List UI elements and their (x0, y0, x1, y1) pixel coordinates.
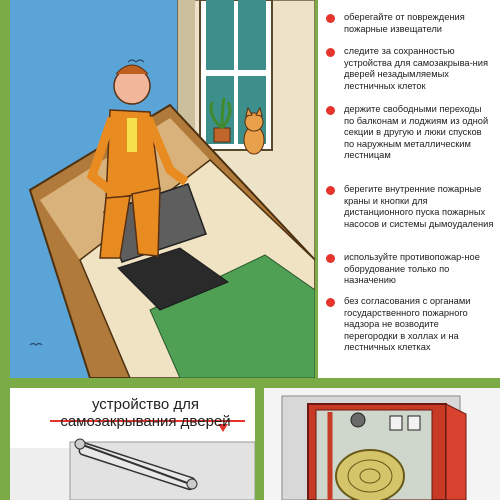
instruction-text: берегите внутренние пожарные краны и кнопки для дистанционного пуска пожарных насосов и системы дымоудаления (344, 184, 494, 229)
fire-cabinet-illustration (264, 388, 500, 500)
fire-cabinet-icon (308, 404, 466, 500)
bullet-icon (326, 106, 335, 115)
list-item (326, 252, 494, 287)
list-item (326, 104, 494, 162)
instruction-text: держите свободными переходы по балконам и лоджиям из одной секции в другую и люки спусков по наружным металлическим лестницам (344, 104, 489, 160)
list-item (326, 12, 494, 35)
instruction-list (318, 0, 500, 378)
instruction-text: оберегайте от повреждения пожарные извещатели (344, 12, 465, 34)
instruction-text: без согласования с органами государственного пожарного надзора не возводите перегородки в холлах и на лестничных клетках (344, 296, 471, 352)
list-item (326, 46, 494, 92)
closer-caption-line: самозакрывания дверей (60, 413, 231, 430)
instruction-text: следите за сохранностью устройства для самозакрыва-ния дверей незадымляемых лестничных клеток (344, 46, 489, 91)
bullet-icon (326, 48, 335, 57)
list-item (326, 184, 494, 230)
list-item (326, 296, 494, 354)
instruction-text: используйте противопожар-ное оборудование только по назначению (344, 252, 480, 285)
bullet-icon (326, 14, 335, 23)
fire-hose-cabinet-panel (264, 388, 500, 500)
closer-caption (58, 396, 233, 430)
closer-caption-line: устройство для (91, 396, 200, 413)
bullet-icon (326, 186, 335, 195)
cat-icon (244, 108, 264, 154)
balcony-hatch-illustration (10, 0, 315, 378)
door-closer-panel (10, 388, 255, 500)
bullet-icon (326, 254, 335, 263)
balcony-scene (10, 0, 315, 378)
bullet-icon (326, 298, 335, 307)
